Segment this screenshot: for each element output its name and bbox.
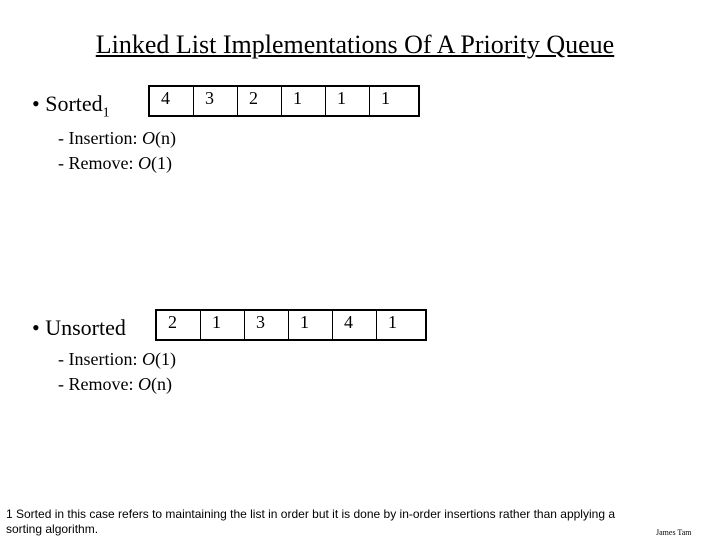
sorted-remove-prefix: - Remove: [58, 153, 138, 173]
sorted-insertion [58, 128, 176, 149]
list-node [245, 311, 289, 339]
list-node-value: 2 [168, 312, 177, 332]
list-node [150, 87, 194, 115]
list-node-value: 1 [337, 88, 346, 108]
sorted-label: • Sorted [32, 91, 103, 116]
unsorted-insertion-big-o: O [141, 349, 155, 369]
unsorted-insertion [58, 349, 176, 370]
list-node-value: 1 [300, 312, 309, 332]
sorted-insertion-big-o: O [141, 128, 155, 148]
list-node [370, 87, 414, 115]
list-node-value: 1 [381, 88, 390, 108]
unsorted-remove-prefix: - Remove: [58, 374, 138, 394]
unsorted-heading: • Unsorted [32, 315, 126, 340]
list-node-value: 1 [293, 88, 302, 108]
unsorted-remove-big-o: O [137, 374, 151, 394]
list-node [289, 311, 333, 339]
sorted-remove [58, 153, 172, 174]
list-node-value: 2 [249, 88, 258, 108]
list-node-value: 3 [205, 88, 214, 108]
list-node [194, 87, 238, 115]
list-node [157, 311, 201, 339]
list-node-value: 3 [256, 312, 265, 332]
sorted-heading [32, 91, 110, 121]
sorted-insertion-prefix: - Insertion: [58, 128, 142, 148]
sorted-insertion-arg: (n) [154, 128, 176, 148]
unsorted-insertion-arg: (1) [154, 349, 176, 369]
unsorted-linked-list [155, 309, 427, 341]
list-node [326, 87, 370, 115]
unsorted-remove-arg: (n) [150, 374, 172, 394]
list-node-value: 1 [212, 312, 221, 332]
list-node [377, 311, 421, 339]
footnote: 1 Sorted in this case refers to maintaining the list in order but it is done by in-order insertions rather than applying a sorting algorithm. [6, 507, 615, 536]
unsorted-remove [58, 374, 172, 395]
list-node-value: 4 [344, 312, 353, 332]
list-node [201, 311, 245, 339]
author-credit: James Tam [656, 528, 692, 537]
slide-title: Linked List Implementations Of A Priority Queue [95, 30, 615, 59]
sorted-linked-list [148, 85, 420, 117]
sorted-remove-big-o: O [137, 153, 151, 173]
list-node-value: 4 [161, 88, 170, 108]
unsorted-insertion-prefix: - Insertion: [58, 349, 142, 369]
list-node-value: 1 [388, 312, 397, 332]
sorted-remove-arg: (1) [150, 153, 172, 173]
list-node [282, 87, 326, 115]
footnote-marker: 1 [102, 105, 110, 121]
list-node [238, 87, 282, 115]
list-node [333, 311, 377, 339]
